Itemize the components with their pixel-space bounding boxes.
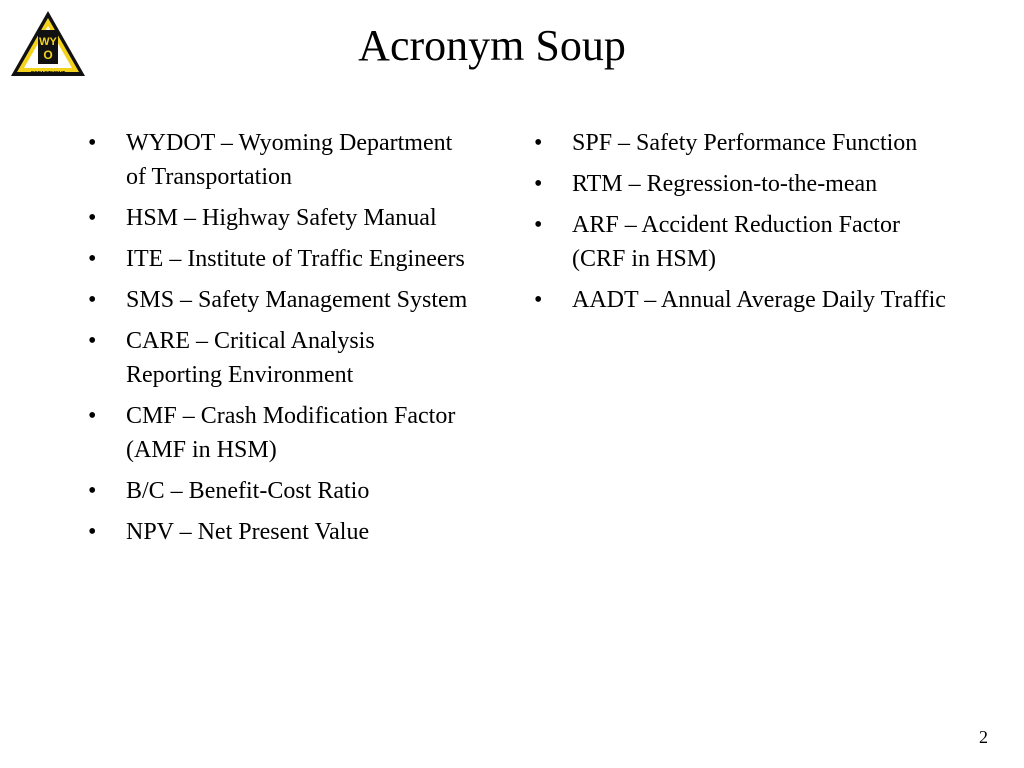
bullet-icon: •	[88, 246, 97, 272]
list-item-text: SPF – Safety Performance Function	[572, 130, 918, 156]
bullet-icon: •	[88, 130, 97, 156]
list-item	[86, 474, 476, 508]
right-bullet-list	[532, 126, 952, 324]
list-item	[86, 201, 476, 235]
page-number: 2	[979, 727, 988, 747]
list-item	[532, 283, 952, 317]
list-item-text: CARE – Critical Analysis Reporting Environment	[126, 328, 375, 388]
list-item-text: AADT – Annual Average Daily Traffic	[572, 287, 946, 313]
bullet-icon: •	[88, 328, 97, 354]
list-item	[86, 283, 476, 317]
list-item-text: RTM – Regression-to-the-mean	[572, 171, 878, 197]
list-item-text: ARF – Accident Reduction Factor (CRF in HSM)	[572, 212, 900, 272]
list-item	[532, 167, 952, 201]
slide-title: Acronym Soup	[358, 21, 626, 70]
list-item	[532, 126, 952, 160]
list-item	[86, 515, 476, 549]
bullet-icon: •	[534, 130, 543, 156]
bullet-icon: •	[88, 519, 97, 545]
list-item-text: CMF – Crash Modification Factor (AMF in HSM)	[126, 403, 456, 463]
list-item-text: HSM – Highway Safety Manual	[126, 205, 437, 231]
list-item-text: B/C – Benefit-Cost Ratio	[126, 478, 370, 504]
bullet-icon: •	[534, 171, 543, 197]
list-item-text: NPV – Net Present Value	[126, 519, 370, 545]
list-item	[86, 399, 476, 467]
list-item	[86, 126, 476, 194]
bullet-icon: •	[88, 478, 97, 504]
left-bullet-list	[86, 126, 476, 556]
list-item-text: ITE – Institute of Traffic Engineers	[126, 246, 465, 272]
logo-text-dept: DEPARTMENT	[30, 71, 66, 77]
bullet-icon: •	[534, 287, 543, 313]
bullet-icon: •	[88, 287, 97, 313]
logo-text-bottom: O	[43, 48, 53, 62]
list-item-text: SMS – Safety Management System	[126, 287, 468, 313]
bullet-icon: •	[534, 212, 543, 238]
list-item	[86, 324, 476, 392]
bullet-icon: •	[88, 205, 97, 231]
list-item	[532, 208, 952, 276]
list-item-text: WYDOT – Wyoming Department of Transportation	[126, 130, 453, 190]
logo-text-top: WY	[39, 36, 57, 48]
list-item	[86, 242, 476, 276]
bullet-icon: •	[88, 403, 97, 429]
